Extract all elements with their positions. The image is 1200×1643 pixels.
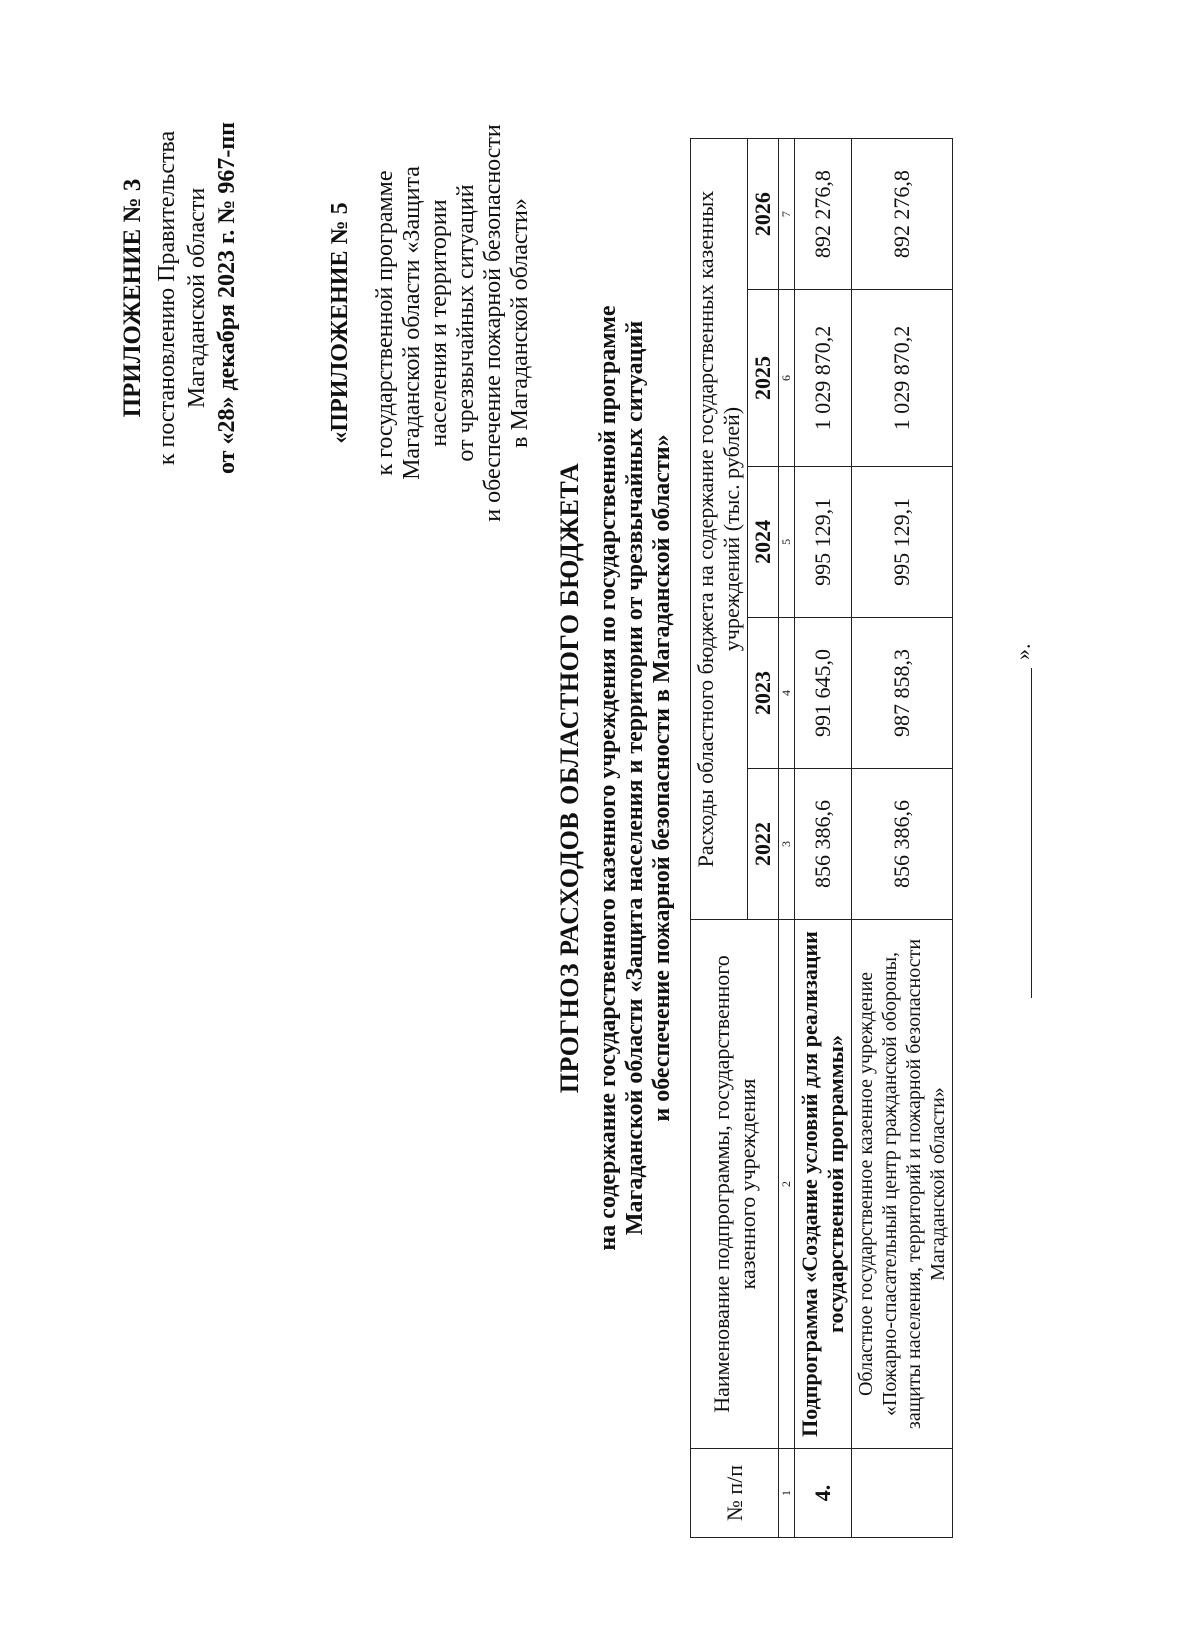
year-2025: 2025 — [748, 290, 779, 467]
subtitle-line: и обеспечение пожарной безопасности в Магаданской области» — [649, 434, 675, 1122]
subtitle-line: на содержание государственного казенного учреждения по государственной программе — [595, 305, 621, 1251]
closing-quote: ». — [1010, 643, 1035, 660]
appendix-5-line: населения и территории — [426, 199, 452, 447]
value-2026: 892 276,8 — [852, 139, 953, 290]
row-number: 4. — [795, 1449, 852, 1538]
appendix-3-header — [118, 63, 242, 533]
header-no: № п/п — [691, 1449, 779, 1538]
document-subtitle — [595, 143, 676, 1413]
document-title: ПРОГНОЗ РАСХОДОВ ОБЛАСТНОГО БЮДЖЕТА — [555, 462, 584, 1094]
subprogram-name: Подпрограмма «Создание условий для реализации государственной программы» — [795, 920, 852, 1449]
value-2026: 892 276,8 — [795, 139, 852, 290]
resolution-line-1: к постановлению Правительства — [154, 130, 180, 466]
subtitle-line: Магаданской области «Защита населения и территории от чрезвычайных ситуаций — [622, 320, 648, 1236]
resolution-line-2: Магаданской области — [184, 187, 210, 409]
appendix-5-title: «ПРИЛОЖЕНИЕ № 5 — [327, 202, 353, 444]
column-number: 4 — [779, 617, 795, 768]
appendix-5-line: в Магаданской области» — [507, 198, 533, 448]
header-expenses: Расходы областного бюджета на содержание государственных казенных учреждений (тыс. рублей) — [691, 139, 748, 920]
budget-table — [690, 138, 953, 1538]
column-number-row — [779, 139, 795, 1538]
appendix-5-header — [327, 33, 534, 613]
column-number: 7 — [779, 139, 795, 290]
value-2022: 856 386,6 — [795, 768, 852, 919]
value-2025: 1 029 870,2 — [795, 290, 852, 467]
appendix-3-title: ПРИЛОЖЕНИЕ № 3 — [119, 178, 146, 418]
row-number — [852, 1449, 953, 1538]
table-row — [852, 139, 953, 1538]
year-2022: 2022 — [748, 768, 779, 919]
value-2023: 987 858,3 — [852, 617, 953, 768]
appendix-5-line: от чрезвычайных ситуаций — [453, 184, 479, 462]
appendix-5-line: к государственной программе — [372, 170, 398, 476]
value-2022: 856 386,6 — [852, 768, 953, 919]
column-number: 6 — [779, 290, 795, 467]
column-number: 5 — [779, 466, 795, 617]
year-2024: 2024 — [748, 466, 779, 617]
appendix-5-line: и обеспечение пожарной безопасности — [480, 124, 506, 522]
value-2024: 995 129,1 — [852, 466, 953, 617]
closing-rule — [1031, 668, 1032, 998]
header-row — [691, 139, 748, 1538]
table-row — [795, 139, 852, 1538]
resolution-date-line: от «28» декабря 2023 г. № 967-пп — [214, 121, 240, 475]
value-2024: 995 129,1 — [795, 466, 852, 617]
institution-name: Областное государственное казенное учреждение «Пожарно-спасательный центр гражданской обороны, защиты населения, территорий и пожарной безопасности Магаданской области» — [852, 920, 953, 1449]
closing-line — [1010, 638, 1036, 998]
year-2026: 2026 — [748, 139, 779, 290]
column-number: 2 — [779, 920, 795, 1449]
appendix-5-line: Магаданской области «Защита — [399, 166, 425, 480]
column-number: 3 — [779, 768, 795, 919]
year-2023: 2023 — [748, 617, 779, 768]
value-2025: 1 029 870,2 — [852, 290, 953, 467]
column-number: 1 — [779, 1449, 795, 1538]
header-name: Наименование подпрограммы, государственного казенного учреждения — [691, 920, 779, 1449]
value-2023: 991 645,0 — [795, 617, 852, 768]
